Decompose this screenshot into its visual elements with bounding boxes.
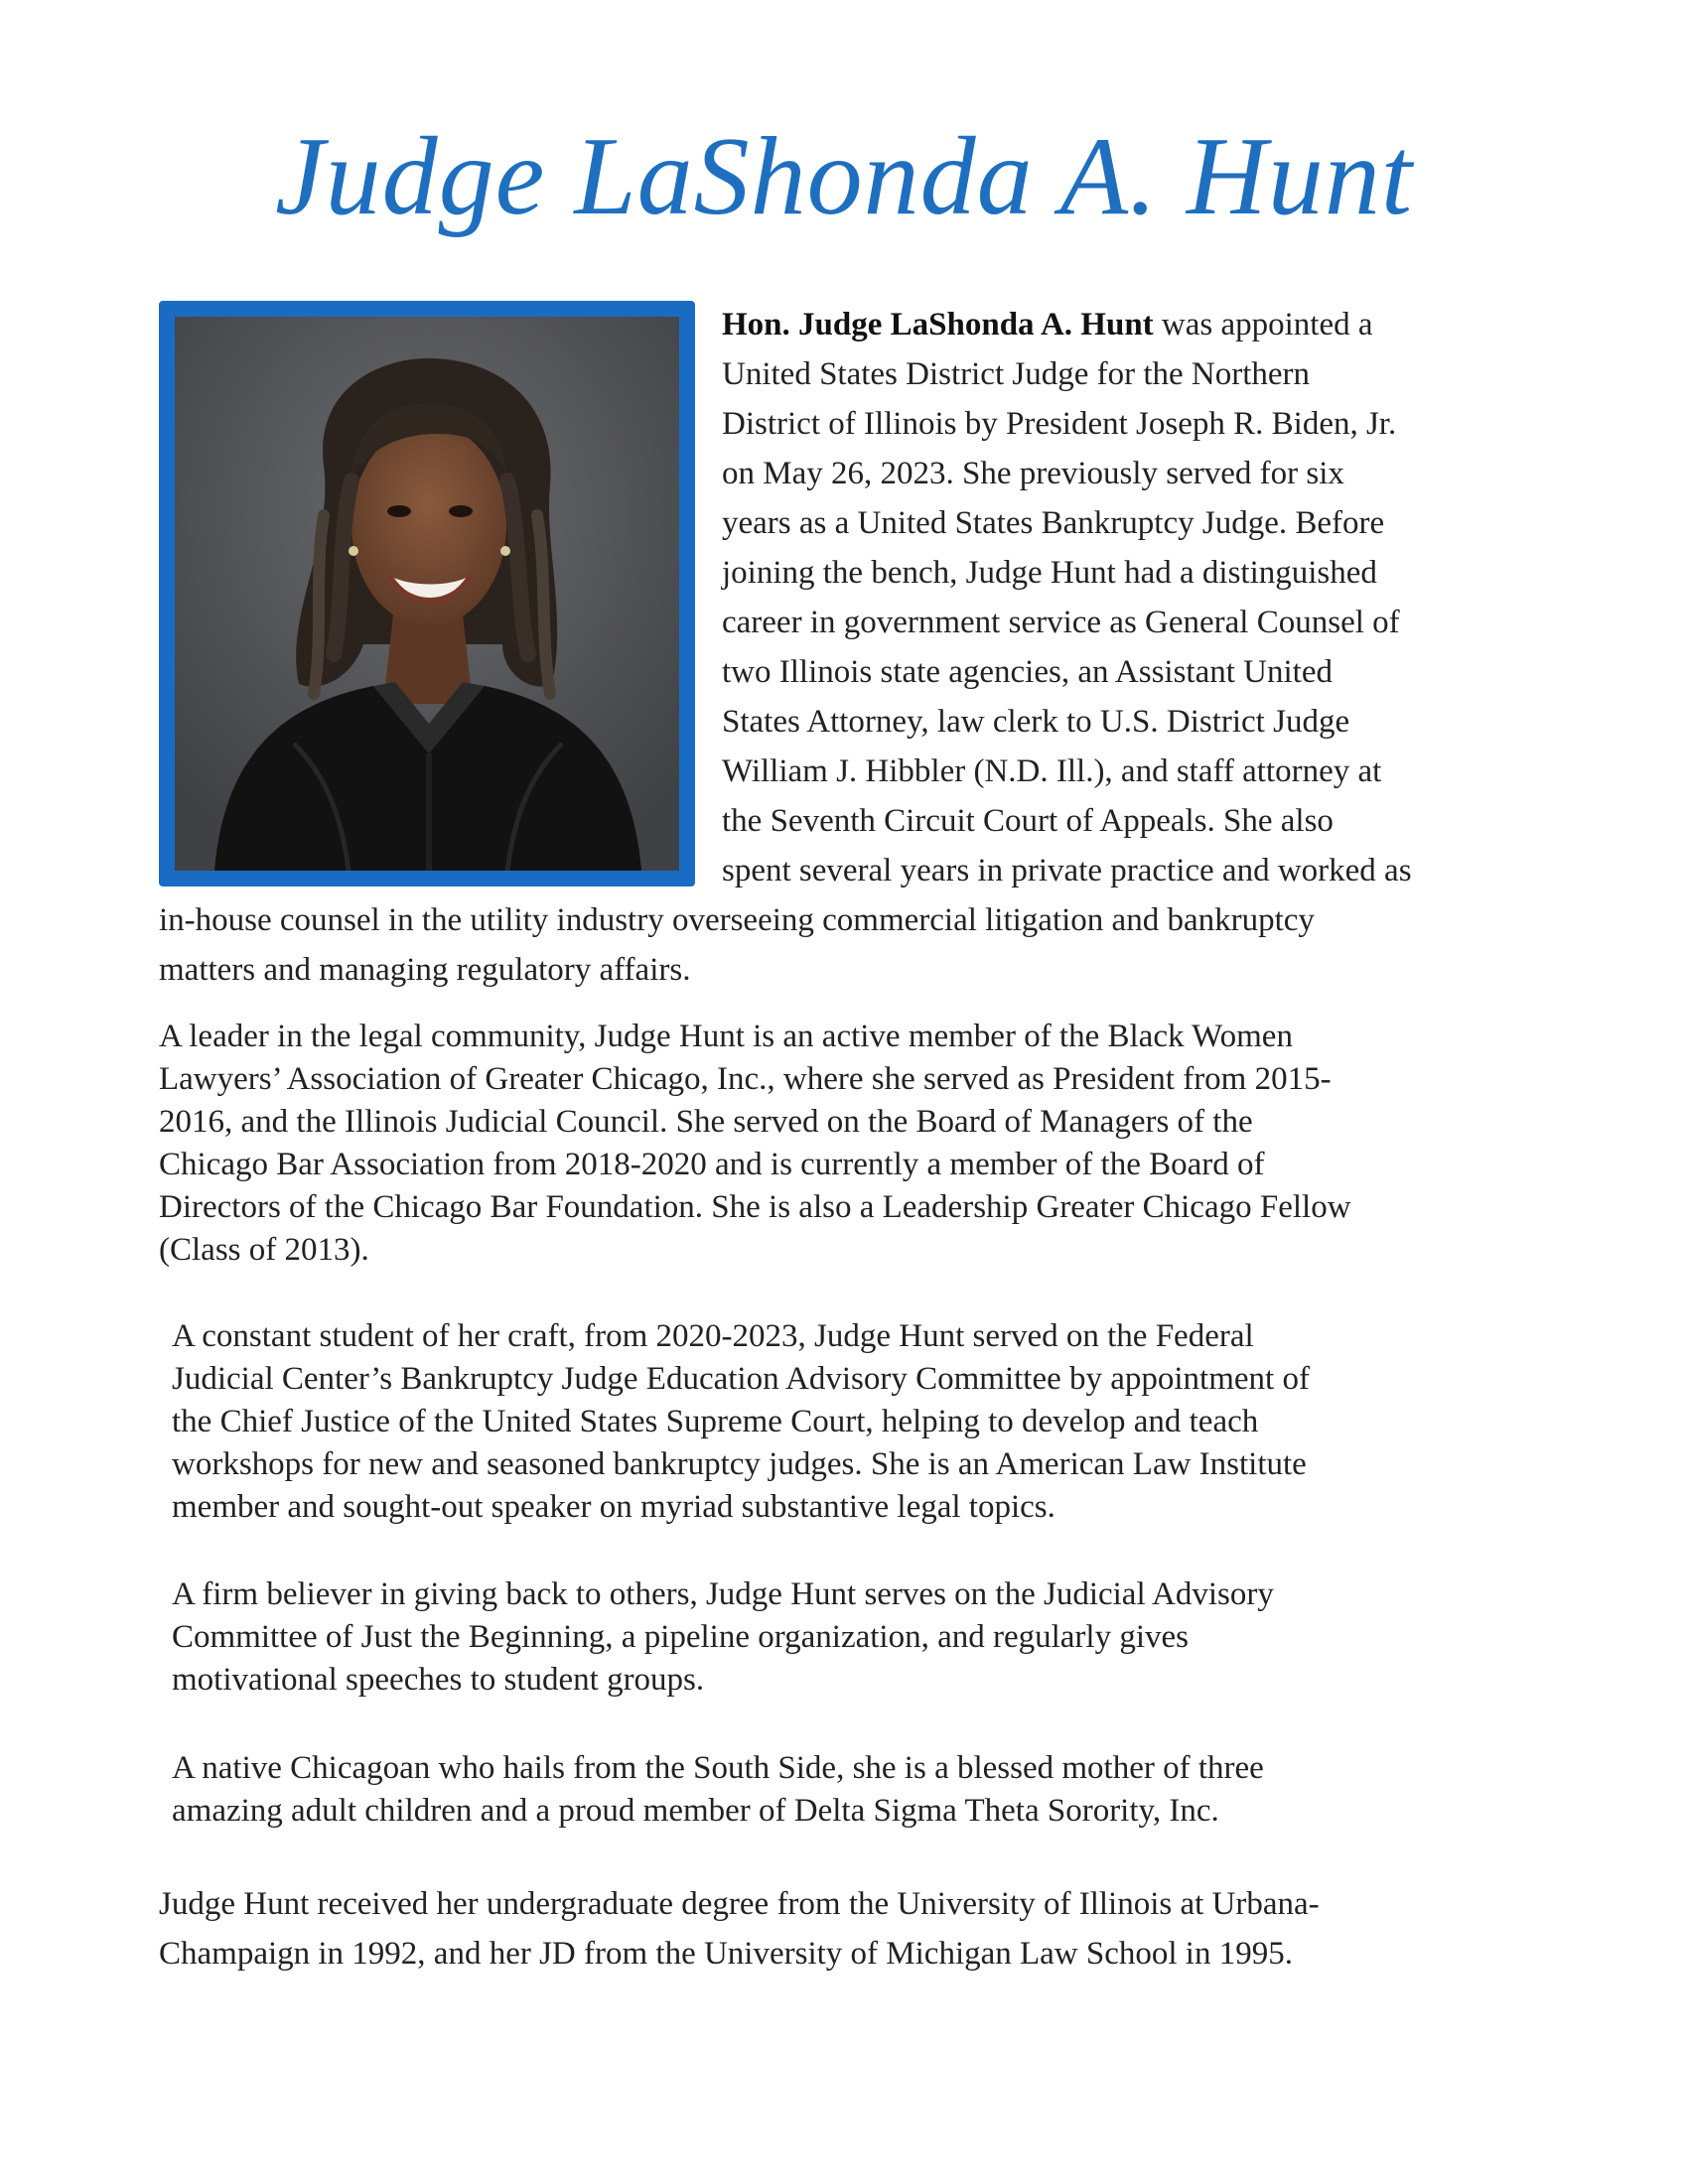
bio-line: Chicago Bar Association from 2018-2020 and is currently a member of the Board of — [159, 1147, 1265, 1182]
bio-line: Judicial Center’s Bankruptcy Judge Education Advisory Committee by appointment of — [172, 1361, 1310, 1397]
bio-line: States Attorney, law clerk to U.S. District Judge — [722, 704, 1350, 740]
bio-line: two Illinois state agencies, an Assistant United — [722, 654, 1333, 690]
bio-line: United States District Judge for the Northern — [722, 356, 1311, 392]
page-title: Judge LaShonda A. Hunt — [274, 115, 1414, 238]
bio-line: in-house counsel in the utility industry overseeing commercial litigation and bankruptcy — [159, 902, 1315, 938]
bio-line: matters and managing regulatory affairs. — [159, 952, 691, 988]
bio-line: Champaign in 1992, and her JD from the University of Michigan Law School in 1995. — [159, 1936, 1293, 1972]
bio-line: Lawyers’ Association of Greater Chicago, Inc., where she served as President from 2015- — [159, 1061, 1332, 1097]
bio-line: motivational speeches to student groups. — [172, 1662, 705, 1698]
judge-name-bold: Hon. Judge LaShonda A. Hunt — [722, 307, 1154, 342]
bio-paragraph-education-committee — [172, 1315, 1310, 1529]
bio-line: Committee of Just the Beginning, a pipeline organization, and regularly gives — [172, 1619, 1189, 1655]
bio-line: joining the bench, Judge Hunt had a distinguished — [722, 555, 1377, 591]
bio-line: on May 26, 2023. She previously served for six — [722, 456, 1344, 491]
bio-line: A leader in the legal community, Judge Hunt is an active member of the Black Women — [159, 1019, 1293, 1054]
bio-paragraph-degrees — [159, 1879, 1320, 1979]
bio-line: amazing adult children and a proud member of Delta Sigma Theta Sorority, Inc. — [172, 1793, 1219, 1829]
bio-line: A native Chicagoan who hails from the South Side, she is a blessed mother of three — [172, 1750, 1264, 1786]
bio-line: years as a United States Bankruptcy Judge. Before — [722, 505, 1385, 541]
bio-line: District of Illinois by President Joseph R. Biden, Jr. — [722, 406, 1397, 442]
judge-portrait-frame — [159, 301, 695, 887]
judge-portrait-image — [175, 317, 679, 871]
bio-line: the Chief Justice of the United States Supreme Court, helping to develop and teach — [172, 1404, 1259, 1439]
bio-line: spent several years in private practice and worked as — [722, 853, 1412, 888]
bio-paragraph-personal — [172, 1747, 1264, 1833]
bio-line: A firm believer in giving back to others, Judge Hunt serves on the Judicial Advisory — [172, 1576, 1274, 1612]
bio-paragraph-leadership — [159, 1016, 1351, 1272]
bio-line: Directors of the Chicago Bar Foundation. She is also a Leadership Greater Chicago Fellow — [159, 1189, 1351, 1225]
bio-line: Hon. Judge LaShonda A. Hunt was appointed a — [722, 307, 1373, 342]
bio-line: A constant student of her craft, from 2020-2023, Judge Hunt served on the Federal — [172, 1318, 1254, 1354]
bio-paragraph-giving-back — [172, 1573, 1274, 1702]
bio-line: career in government service as General Counsel of — [722, 605, 1400, 640]
bio-line: member and sought-out speaker on myriad substantive legal topics. — [172, 1489, 1055, 1525]
bio-line: William J. Hibbler (N.D. Ill.), and staff attorney at — [722, 753, 1382, 789]
bio-line: workshops for new and seasoned bankruptcy judges. She is an American Law Institute — [172, 1446, 1307, 1482]
bio-line: Judge Hunt received her undergraduate degree from the University of Illinois at Urbana- — [159, 1886, 1320, 1922]
bio-line: the Seventh Circuit Court of Appeals. She also — [722, 803, 1334, 839]
bio-line: (Class of 2013). — [159, 1232, 369, 1268]
bio-line: 2016, and the Illinois Judicial Council. She served on the Board of Managers of the — [159, 1104, 1253, 1140]
bio-paragraph-appointment — [159, 300, 1412, 995]
